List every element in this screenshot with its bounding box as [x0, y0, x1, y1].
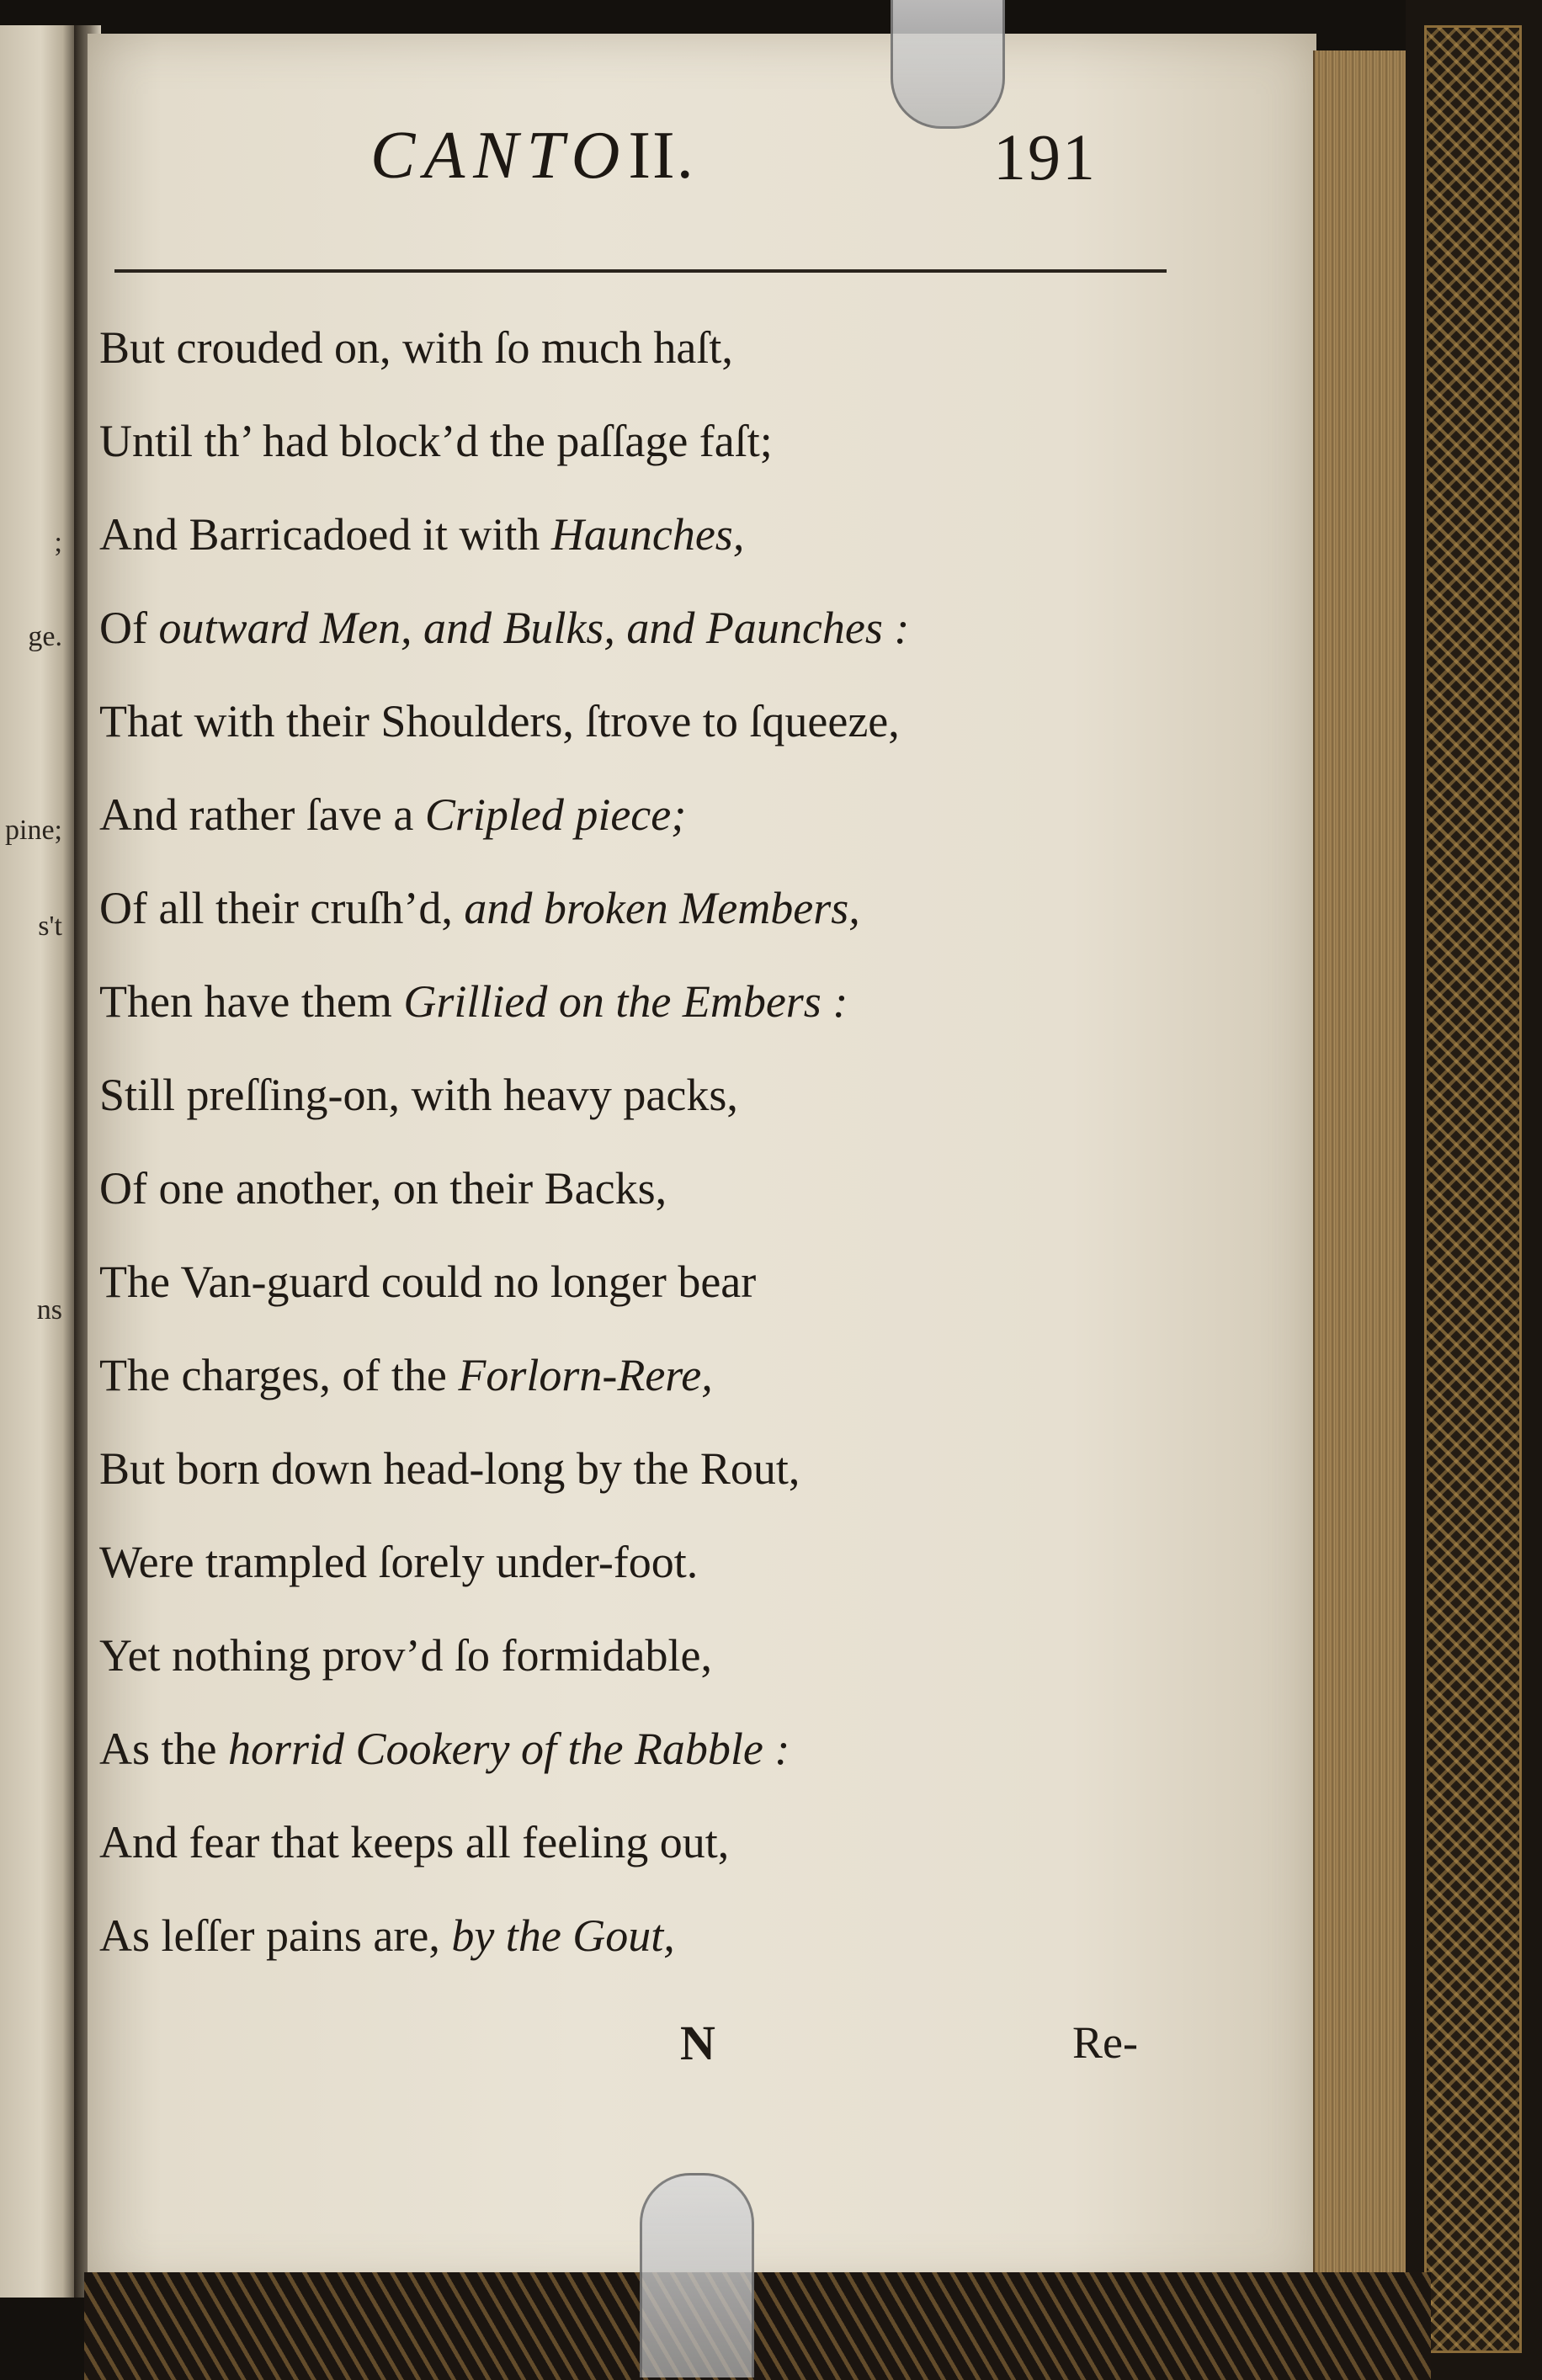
verse-line-roman: Then have them	[99, 976, 404, 1027]
verse-line-roman: The Van-guard could no longer bear	[99, 1256, 757, 1307]
page-clip-bottom	[640, 2173, 754, 2377]
verse-line-roman: But born down head-long by the Rout,	[99, 1443, 800, 1494]
decorated-cover-board	[1406, 0, 1542, 2380]
verse-line-roman: But crouded on, with ſo much haſt,	[99, 322, 733, 373]
running-head	[370, 118, 695, 194]
verse-line	[99, 1341, 1210, 1434]
page-clip-top	[891, 0, 1005, 129]
verse-line	[99, 874, 1210, 967]
facing-page-fragment: ;	[54, 527, 62, 558]
gilt-fore-edge	[1313, 50, 1407, 2281]
verse-line-roman: Of one another, on their Backs,	[99, 1163, 667, 1214]
verse-line-roman: Yet nothing prov’d ſo formidable,	[99, 1630, 712, 1681]
bottom-cover-edge	[84, 2272, 1431, 2380]
header-rule	[114, 269, 1167, 273]
facing-page-fragment: pine;	[5, 815, 62, 846]
verse-line	[99, 1901, 1210, 1995]
verse-line	[99, 406, 1210, 500]
verse-line	[99, 967, 1210, 1060]
verse-line	[99, 500, 1210, 593]
running-head-title: CANTO	[370, 119, 629, 193]
verse-line-roman: Still preſſing-on, with heavy packs,	[99, 1070, 738, 1120]
page-number: 191	[993, 120, 1097, 194]
verse-line	[99, 313, 1210, 406]
verse-line-italic: Cripled piece;	[424, 789, 687, 840]
verse-line-roman: The charges, of the	[99, 1350, 459, 1400]
verse-line	[99, 1714, 1210, 1808]
verse-line	[99, 1247, 1210, 1341]
verse-line-italic: Grillied on the Embers :	[403, 976, 848, 1027]
signature-mark: N	[680, 2016, 715, 2070]
verse-line	[99, 687, 1210, 780]
verse-line-roman: And Barricadoed it with	[99, 509, 551, 560]
verse-line-roman: That with their Shoulders, ſtrove to ſqueeze,	[99, 696, 900, 746]
verse-block	[99, 313, 1210, 1995]
verse-line-roman: Of all their cruſh’d,	[99, 883, 465, 933]
verse-line	[99, 1527, 1210, 1621]
facing-page-edge	[0, 25, 77, 2298]
verse-line	[99, 1808, 1210, 1901]
verse-line-italic: Forlorn-Rere,	[458, 1350, 713, 1400]
verse-line-roman: As leſſer pains are,	[99, 1910, 452, 1961]
verse-line	[99, 1434, 1210, 1527]
facing-page-fragment: ns	[36, 1294, 62, 1325]
verse-line-roman: And fear that keeps all feeling out,	[99, 1817, 730, 1867]
running-head-numeral: II.	[628, 119, 695, 193]
verse-line-roman: Of	[99, 603, 159, 653]
verse-line-roman: Until th’ had block’d the paſſage faſt;	[99, 416, 773, 466]
verse-line-italic: outward Men, and Bulks, and Paunches :	[158, 603, 910, 653]
verse-line-roman: Were trampled ſorely under-foot.	[99, 1537, 699, 1587]
gilt-tooling-ornament	[1424, 25, 1522, 2353]
verse-line	[99, 1060, 1210, 1154]
verse-line	[99, 1154, 1210, 1247]
verse-line	[99, 593, 1210, 687]
verse-line-italic: Haunches,	[550, 509, 745, 560]
verse-line	[99, 1621, 1210, 1714]
verse-line-roman: And rather ſave a	[99, 789, 425, 840]
facing-page-fragment: ge.	[28, 621, 62, 652]
verse-line-italic: horrid Cookery of the Rabble :	[227, 1724, 790, 1774]
facing-page-fragment: s't	[38, 911, 62, 942]
verse-line-italic: and broken Members,	[464, 883, 860, 933]
catchword: Re-	[1072, 2017, 1138, 2068]
verse-line-roman: As the	[99, 1724, 228, 1774]
verse-line-italic: by the Gout,	[451, 1910, 675, 1961]
verse-line	[99, 780, 1210, 874]
